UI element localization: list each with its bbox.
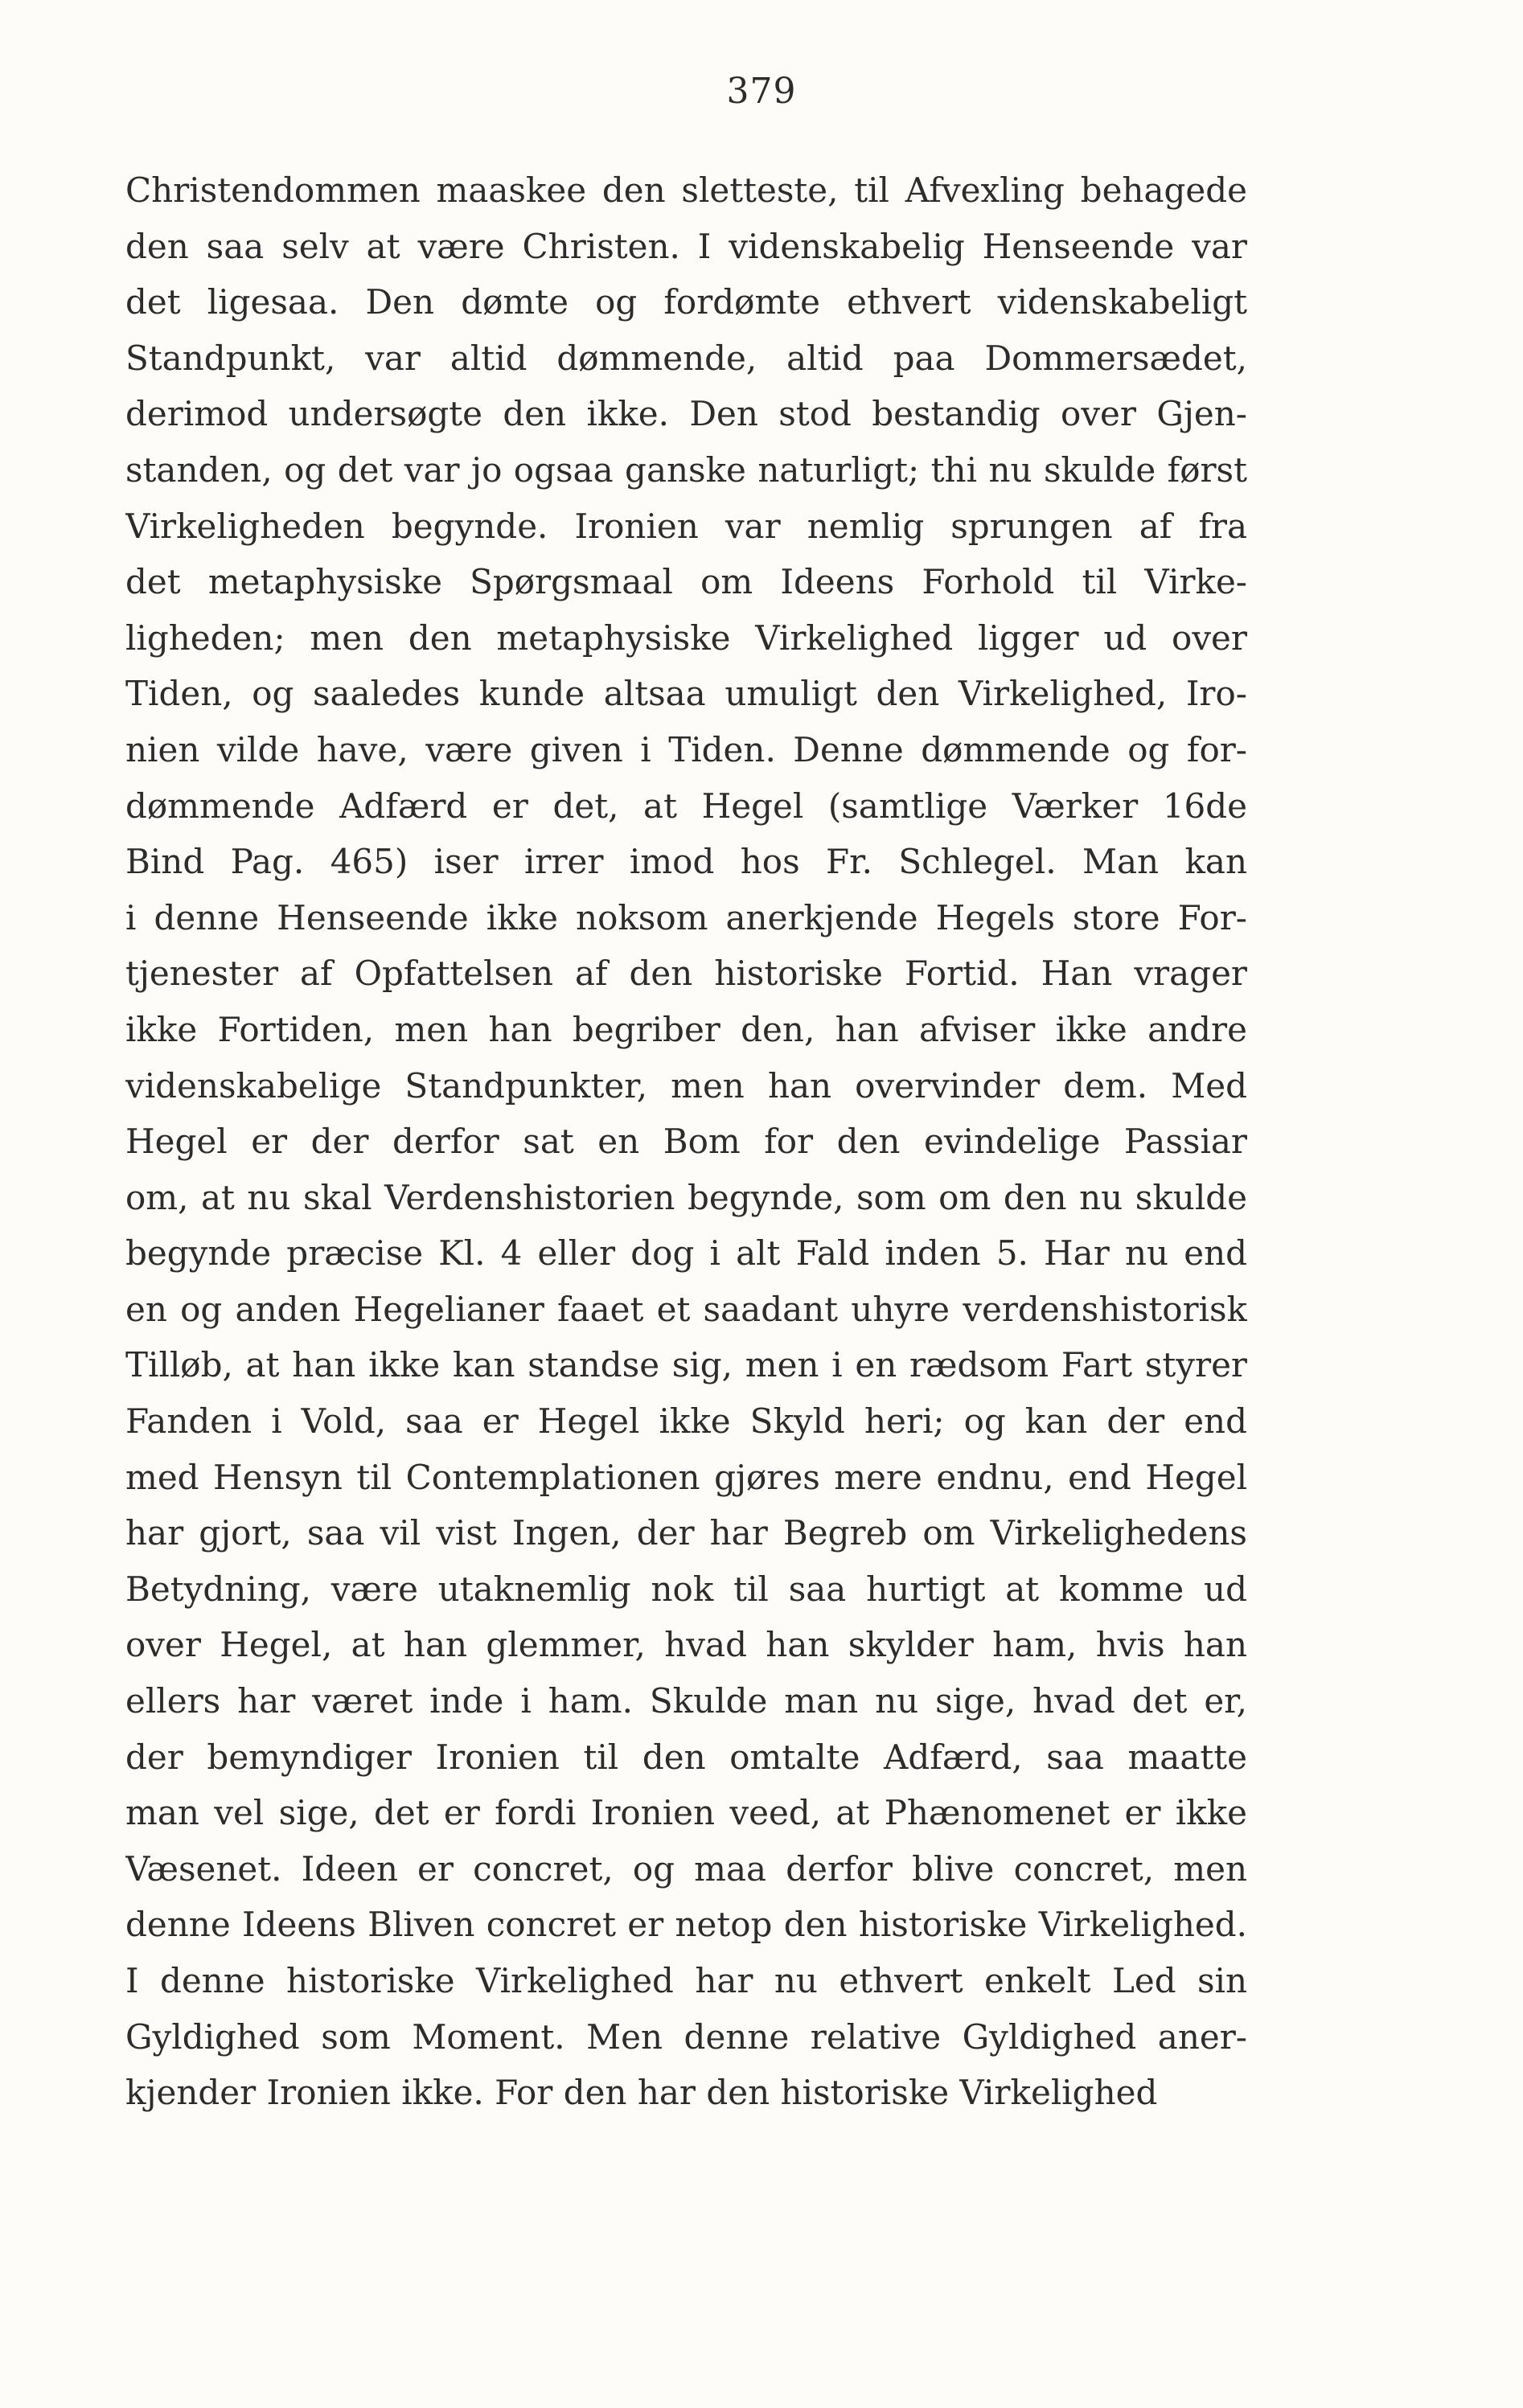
text-line: man vel sige, det er fordi Ironien veed, at Phænomenet er ikke [125, 1793, 1247, 1833]
text-line: en og anden Hegelianer faaet et saadant uhyre verdenshistorisk [125, 1289, 1247, 1329]
text-line: standen, og det var jo ogsaa ganske naturligt; thi nu skulde først [125, 449, 1247, 490]
text-line: ligheden; men den metaphysiske Virkelighed ligger ud over [125, 617, 1247, 658]
text-line: kjender Ironien ikke. For den har den historiske Virkelighed [125, 2073, 1158, 2113]
text-line: Gyldighed som Moment. Men denne relative Gyldighed aner- [125, 2016, 1247, 2057]
text-line: derimod undersøgte den ikke. Den stod bestandig over Gjen- [125, 394, 1247, 434]
text-line: har gjort, saa vil vist Ingen, der har Begreb om Virkelighedens [125, 1513, 1247, 1553]
text-line: ellers har været inde i ham. Skulde man nu sige, hvad det er, [125, 1681, 1247, 1721]
text-line: ikke Fortiden, men han begriber den, han afviser ikke andre [125, 1009, 1247, 1049]
text-line: i denne Henseende ikke noksom anerkjende Hegels store For- [125, 897, 1247, 937]
text-line: I denne historiske Virkelighed har nu ethvert enkelt Led sin [125, 1961, 1247, 2000]
text-line: Tilløb, at han ikke kan standse sig, men i en rædsom Fart styrer [125, 1345, 1247, 1385]
text-line: dømmende Adfærd er det, at Hegel (samtlige Værker 16de [125, 786, 1247, 826]
text-line: Betydning, være utaknemlig nok til saa hurtigt at komme ud [125, 1569, 1247, 1609]
text-line: Væsenet. Ideen er concret, og maa derfor blive concret, men [125, 1848, 1247, 1889]
text-line: videnskabelige Standpunkter, men han overvinder dem. Med [125, 1065, 1247, 1106]
text-line: den saa selv at være Christen. I videnskabelig Henseende var [125, 226, 1247, 266]
text-line: der bemyndiger Ironien til den omtalte Adfærd, saa maatte [125, 1737, 1247, 1777]
text-line: Virkeligheden begynde. Ironien var nemlig sprungen af fra [125, 506, 1247, 546]
text-line: Bind Pag. 465) iser irrer imod hos Fr. Schlegel. Man kan [125, 842, 1247, 882]
text-line: Christendommen maaskee den sletteste, til Afvexling behagede [125, 170, 1247, 210]
text-line: begynde præcise Kl. 4 eller dog i alt Fald inden 5. Har nu end [125, 1233, 1247, 1274]
text-line: det metaphysiske Spørgsmaal om Ideens Forhold til Virke- [125, 562, 1247, 602]
text-line: Standpunkt, var altid dømmende, altid paa Dommersædet, [125, 338, 1247, 378]
text-line: denne Ideens Bliven concret er netop den historiske Virkelighed. [125, 1905, 1247, 1945]
text-line: om, at nu skal Verdenshistorien begynde, som om den nu skulde [125, 1177, 1247, 1217]
text-line: Hegel er der derfor sat en Bom for den evindelige Passiar [125, 1122, 1247, 1162]
text-line: Fanden i Vold, saa er Hegel ikke Skyld heri; og kan der end [125, 1401, 1247, 1442]
text-line: tjenester af Opfattelsen af den historiske Fortid. Han vrager [125, 954, 1247, 994]
page-number: 379 [726, 71, 797, 112]
text-line: det ligesaa. Den dømte og fordømte ethvert videnskabeligt [125, 282, 1247, 322]
text-line: nien vilde have, være given i Tiden. Denne dømmende og for- [125, 729, 1247, 769]
text-line: over Hegel, at han glemmer, hvad han skylder ham, hvis han [125, 1625, 1247, 1665]
text-line: Tiden, og saaledes kunde altsaa umuligt den Virkelighed, Iro- [125, 674, 1247, 714]
body-text [125, 162, 1247, 2121]
text-line: med Hensyn til Contemplationen gjøres mere endnu, end Hegel [125, 1457, 1247, 1497]
